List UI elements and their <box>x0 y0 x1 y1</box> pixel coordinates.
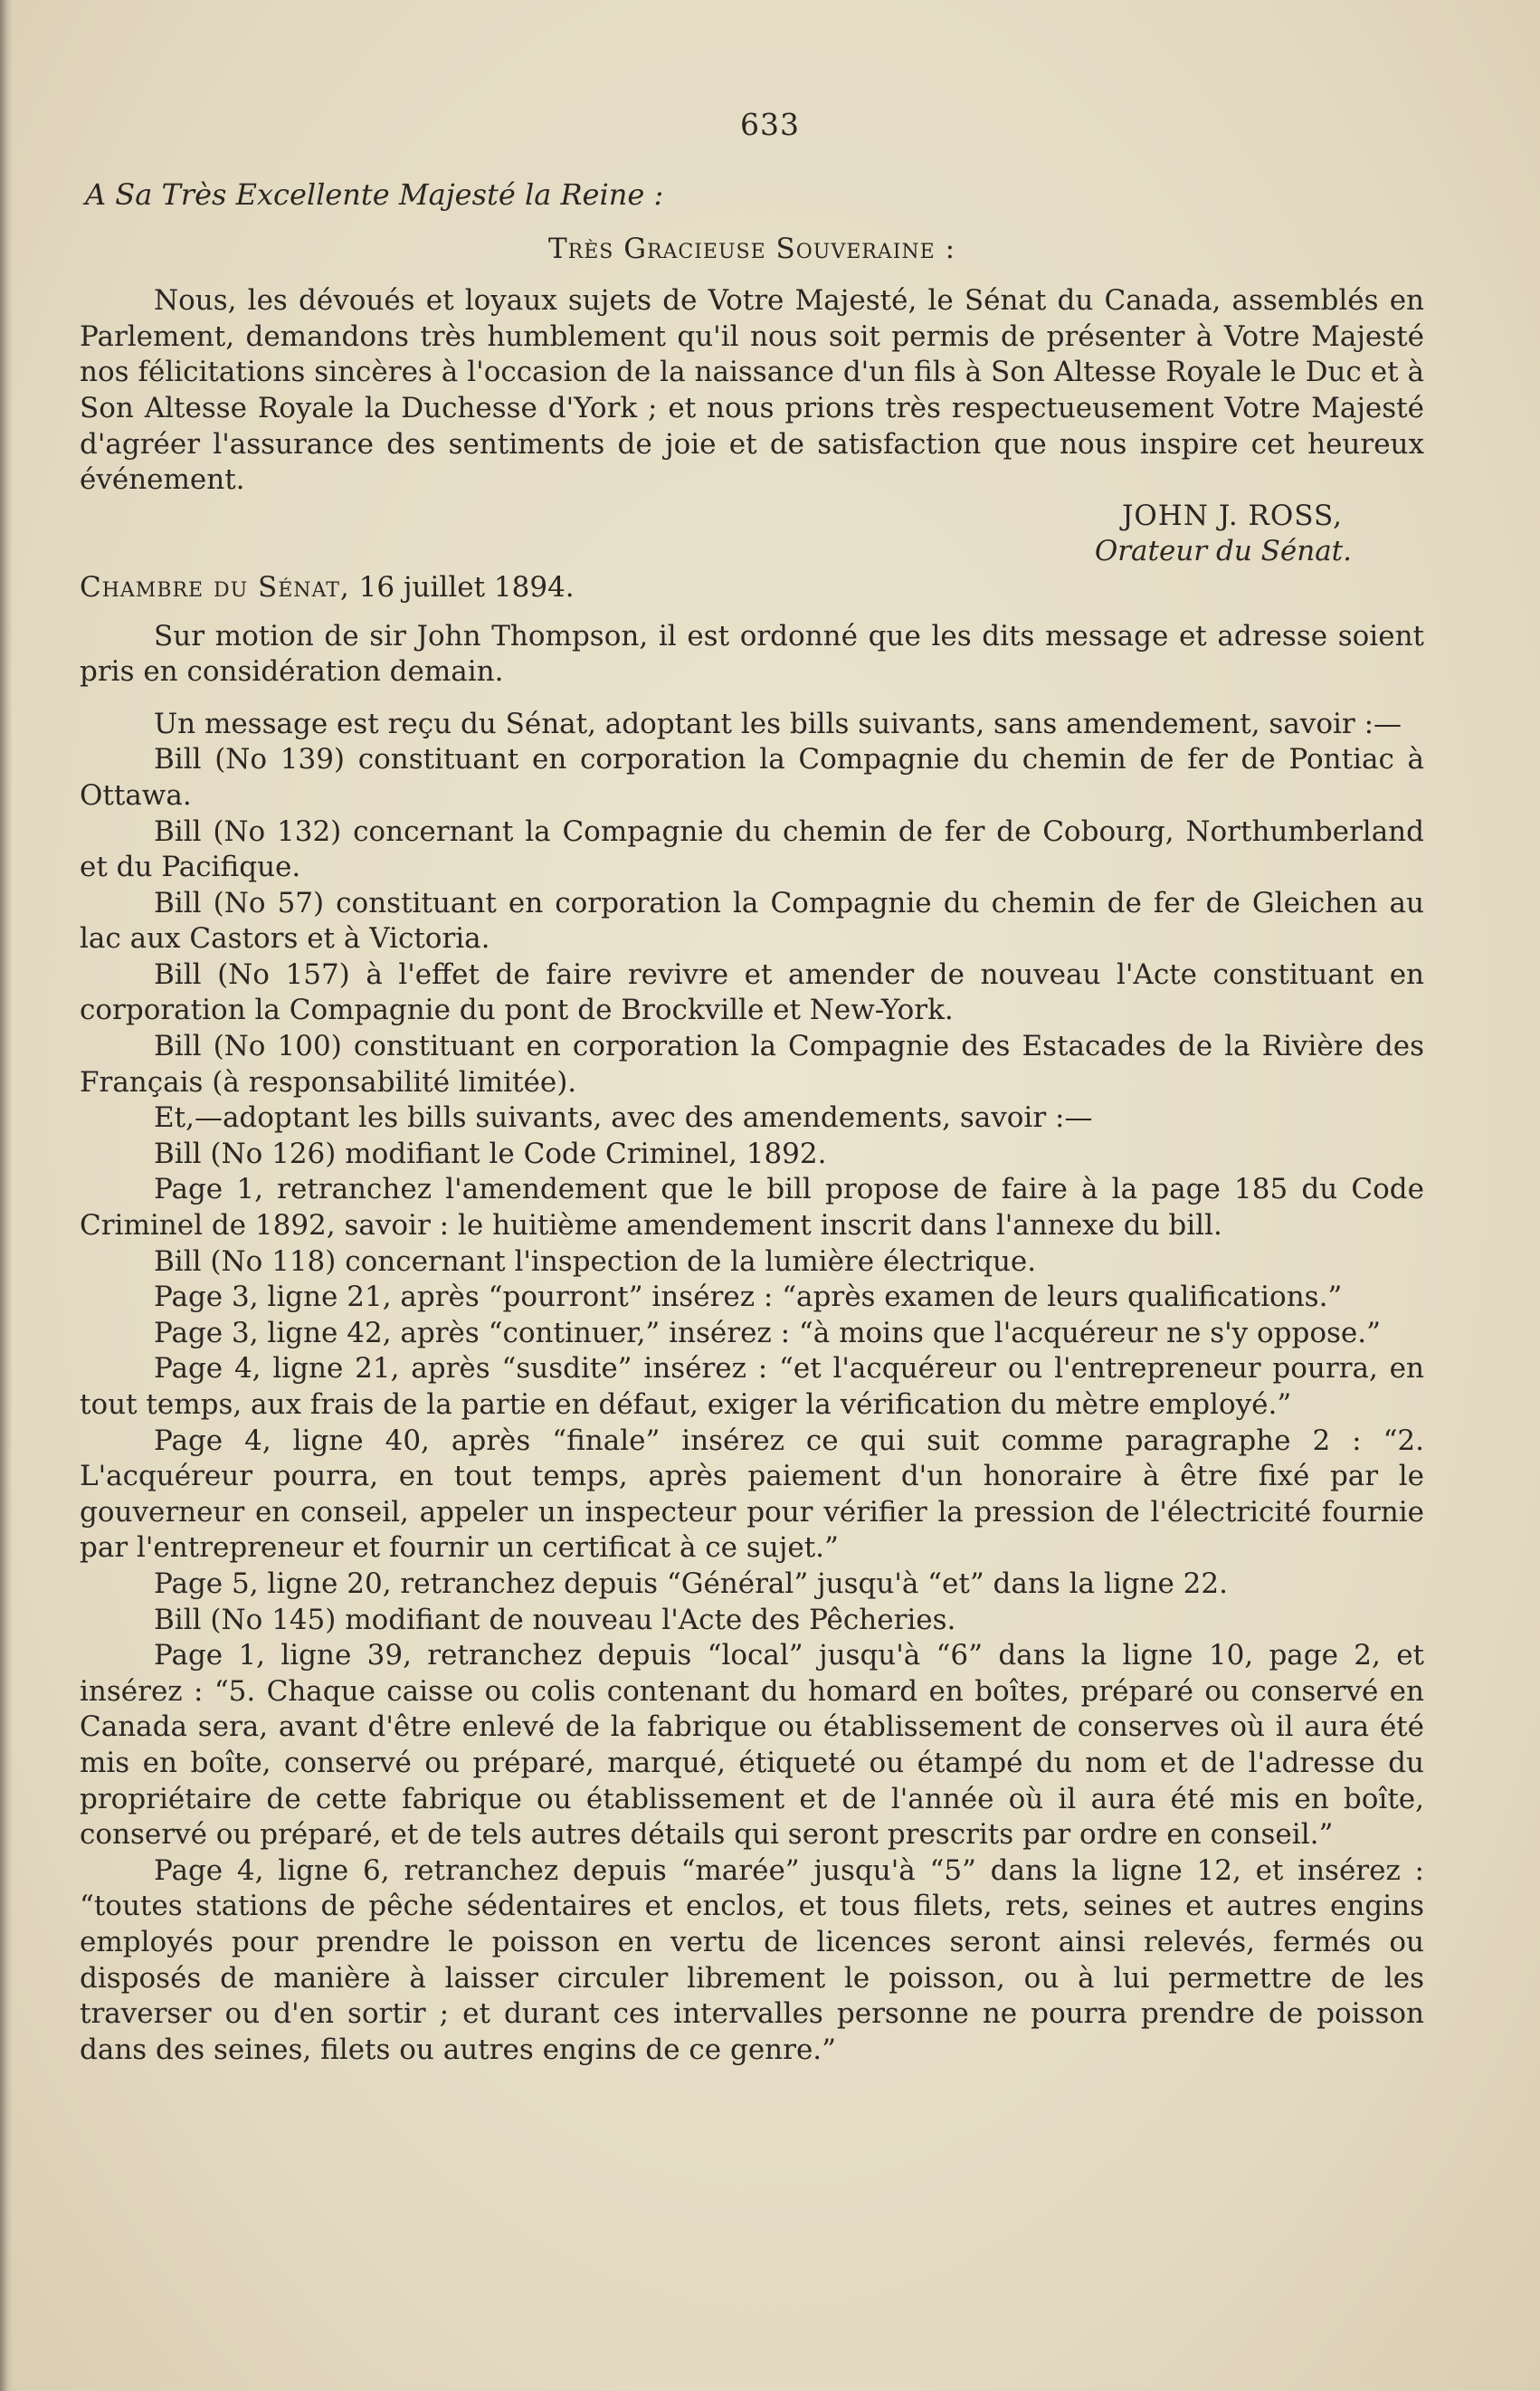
signature-title: Orateur du Sénat. <box>1094 535 1352 568</box>
bill-entry: Bill (No 57) constituant en corporation la Compagnie du chemin de fer de Gleichen au lac aux Castors et à Victoria. <box>80 886 1424 956</box>
amendment-entry: Page 3, ligne 21, après “pourront” insérez : “après examen de leurs qualifications.” <box>154 1281 1343 1314</box>
page-number: 633 <box>740 107 800 142</box>
bill-entry: Bill (No 132) concernant la Compagnie du chemin de fer de Cobourg, Northumberland et du Pacifique. <box>80 814 1424 884</box>
amendment-entry: Page 4, ligne 21, après “susdite” insérez : “et l'acquéreur ou l'entrepreneur pourra, en tout temps, aux frais de la partie en défaut, exiger la vérification du mètre employé.” <box>80 1352 1424 1421</box>
amendment-entry: Page 4, ligne 6, retranchez depuis “marée” jusqu'à “5” dans la ligne 12, et insérez : “toutes stations de pêche sédentaires et enclos, et tous filets, rets, seines et autres engins employés pour prendre le poisson en vertu de licences seront ainsi relevés, fermés ou disposés de manière à laisser circuler librement le poisson, ou à lui permettre de les traverser ou d'en sortir ; et durant ces intervalles personne ne pourra prendre de poisson dans des seines, filets ou autres engins de ce genre.” <box>80 1853 1424 2066</box>
date-value: 16 juillet 1894. <box>349 570 575 604</box>
amendment-entry: Bill (No 126) modifiant le Code Criminel, 1892. <box>154 1137 827 1170</box>
motion-paragraph: Sur motion de sir John Thompson, il est ordonné que les dits message et adresse soient pris en considération demain. <box>80 619 1424 689</box>
bill-entry: Bill (No 157) à l'effet de faire revivre et amender de nouveau l'Acte constituant en corporation la Compagnie du pont de Brockville et New-York. <box>80 957 1424 1027</box>
address-heading: A Sa Très Excellente Majesté la Reine : <box>85 177 664 212</box>
message-paragraph: Un message est reçu du Sénat, adoptant les bills suivants, sans amendement, savoir :— <box>154 707 1402 740</box>
signature-name: JOHN J. ROSS, <box>1121 499 1343 532</box>
amendment-entry: Page 3, ligne 42, après “continuer,” insérez : “à moins que l'acquéreur ne s'y oppose.” <box>154 1316 1381 1349</box>
amendment-entry: Page 1, retranchez l'amendement que le bill propose de faire à la page 185 du Code Criminel de 1892, savoir : le huitième amendement inscrit dans l'annexe du bill. <box>80 1173 1424 1243</box>
amendment-entry: Bill (No 145) modifiant de nouveau l'Acte des Pêcheries. <box>154 1603 956 1636</box>
document-body <box>80 177 1424 2068</box>
bill-entry: Bill (No 139) constituant en corporation la Compagnie du chemin de fer de Pontiac à Ottawa. <box>80 743 1424 812</box>
amendment-entry: Page 4, ligne 40, après “finale” insérez ce qui suit comme paragraphe 2 : “2. L'acquéreur pourra, en tout temps, après paiement d'un honoraire à être fixé par le gouverneur en conseil, appeler un inspecteur pour vérifier la pression de l'électricité fournie par l'entrepreneur et fournir un certificat à ce sujet.” <box>80 1424 1424 1565</box>
address-paragraph: Nous, les dévoués et loyaux sujets de Votre Majesté, le Sénat du Canada, assemblés en Parlement, demandons très humblement qu'il nous soit permis de présenter à Votre Majesté nos félicitations sincères à l'occasion de la naissance d'un fils à Son Altesse Royale le Duc et à Son Altesse Royale la Duchesse d'York ; et nous prions très respectueusement Votre Majesté d'agréer l'assurance des sentiments de joie et de satisfaction que nous inspire cet heureux événement. <box>80 284 1424 497</box>
salutation: Très Gracieuse Souveraine : <box>547 232 956 265</box>
bill-entry: Bill (No 100) constituant en corporation la Compagnie des Estacades de la Rivière des Français (à responsabilité limitée). <box>80 1030 1424 1099</box>
amendments-intro: Et,—adoptant les bills suivants, avec des amendements, savoir :— <box>154 1101 1093 1135</box>
amendment-entry: Bill (No 118) concernant l'inspection de la lumière électrique. <box>154 1244 1037 1278</box>
amendment-entry: Page 1, ligne 39, retranchez depuis “local” jusqu'à “6” dans la ligne 10, page 2, et insérez : “5. Chaque caisse ou colis contenant du homard en boîtes, préparé ou conservé en Canada sera, avant d'être enlevé de la fabrique ou établissement de conserves où il aura été mis en boîte, conservé ou préparé, marqué, étiqueté ou étampé du nom et de l'adresse du propriétaire de cette fabrique ou établissement et de l'année où il aura été mis en boîte, conservé ou préparé, et de tels autres détails qui seront prescrits par ordre en conseil.” <box>80 1639 1424 1852</box>
date-place: Chambre du Sénat, <box>80 570 350 604</box>
date-line <box>80 570 1424 606</box>
amendment-entry: Page 5, ligne 20, retranchez depuis “Général” jusqu'à “et” dans la ligne 22. <box>154 1567 1228 1600</box>
page-edge-shadow <box>0 0 13 2391</box>
